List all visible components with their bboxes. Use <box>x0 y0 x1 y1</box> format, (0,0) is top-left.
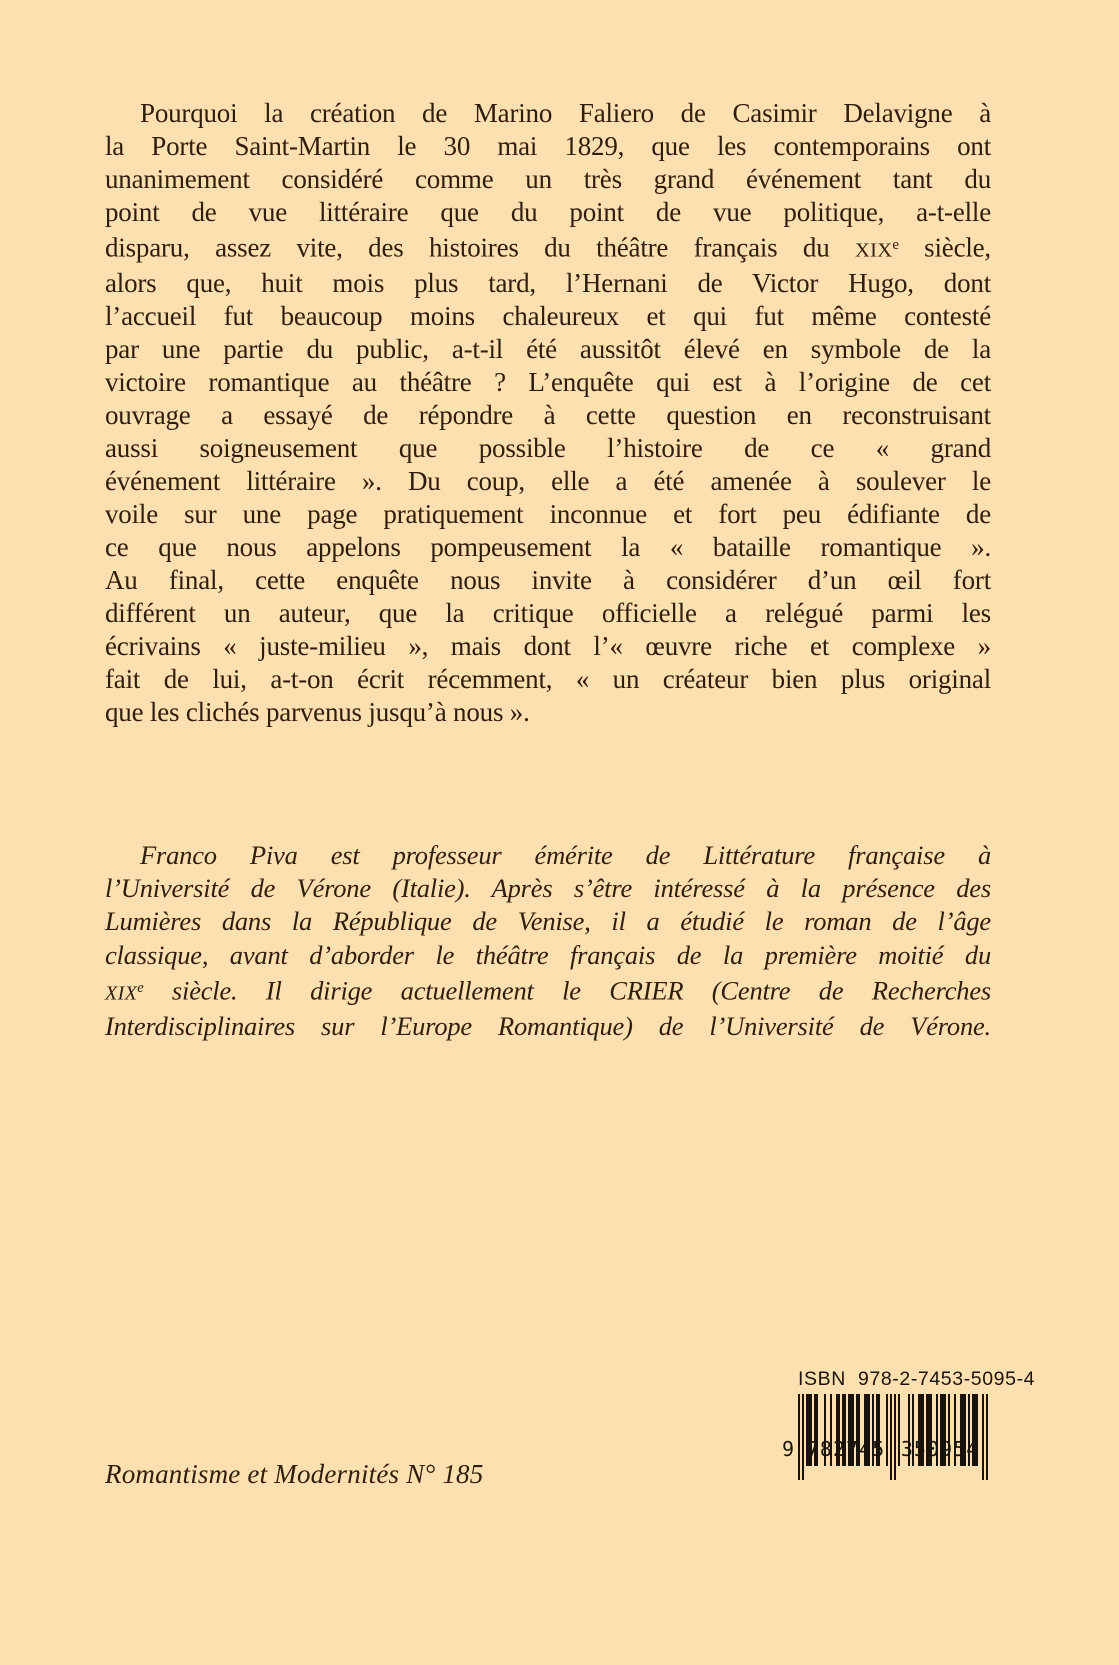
text-line: l’Université de Vérone (Italie). Après s’être intéressé à la présence des <box>105 873 991 904</box>
text-line: ouvrage a essayé de répondre à cette question en reconstruisant <box>105 400 991 431</box>
text-line: fait de lui, a-t-on écrit récemment, « un créateur bien plus original <box>105 664 991 695</box>
text-line: ce que nous appelons pompeusement la « bataille romantique ». <box>105 532 991 563</box>
barcode-digits <box>781 1437 988 1463</box>
author-bio <box>105 839 991 1044</box>
text-line: différent un auteur, que la critique officielle a relégué parmi les <box>105 598 991 629</box>
text-line: unanimement considéré comme un très grand événement tant du <box>105 164 991 194</box>
text-line: écrivains « juste-milieu », mais dont l’« œuvre riche et complexe » <box>105 631 991 662</box>
barcode-digit-lead: 9 <box>781 1437 794 1461</box>
series-title: Romantisme et Modernités N° 185 <box>105 1459 484 1489</box>
text-line: XIXe siècle. Il dirige actuellement le CRIER (Centre de Recherches <box>105 975 991 1006</box>
text-line: la Porte Saint-Martin le 30 mai 1829, que les contemporains ont <box>105 131 991 161</box>
back-cover-blurb <box>105 97 991 729</box>
text-line: classique, avant d’aborder le théâtre français de la première moitié du <box>105 939 991 970</box>
text-line: disparu, assez vite, des histoires du théâtre français du XIXe siècle, <box>105 232 991 263</box>
text-line: Pourquoi la création de Marino Faliero de Casimir Delavigne à <box>140 98 991 128</box>
text-line: Interdisciplinaires sur l’Europe Romantique) de l’Université de Vérone. <box>105 1011 991 1042</box>
barcode-digits-left: 782745 <box>806 1437 886 1461</box>
text-line: Franco Piva est professeur émérite de Littérature française à <box>140 840 991 870</box>
barcode-digits-right: 350954 <box>900 1437 980 1461</box>
isbn-block <box>781 1368 1036 1480</box>
text-line: l’accueil fut beaucoup moins chaleureux et qui fut même contesté <box>105 301 991 332</box>
text-line: victoire romantique au théâtre ? L’enquête qui est à l’origine de cet <box>105 367 991 398</box>
text-line: par une partie du public, a-t-il été aussitôt élevé en symbole de la <box>105 334 991 365</box>
text-line: événement littéraire ». Du coup, elle a été amenée à soulever le <box>105 466 991 497</box>
text-line: que les clichés parvenus jusqu’à nous ». <box>105 697 530 728</box>
text-line: Au final, cette enquête nous invite à considérer d’un œil fort <box>105 565 991 596</box>
text-line: point de vue littéraire que du point de vue politique, a-t-elle <box>105 197 991 227</box>
text-line: alors que, huit mois plus tard, l’Hernani de Victor Hugo, dont <box>105 268 991 299</box>
text-line: aussi soigneusement que possible l’histoire de ce « grand <box>105 433 991 464</box>
isbn-label: ISBN 978-2-7453-5095-4 <box>798 1368 1036 1390</box>
text-line: voile sur une page pratiquement inconnue et fort peu édifiante de <box>105 499 991 530</box>
text-line: Lumières dans la République de Venise, il a étudié le roman de l’âge <box>105 906 991 937</box>
